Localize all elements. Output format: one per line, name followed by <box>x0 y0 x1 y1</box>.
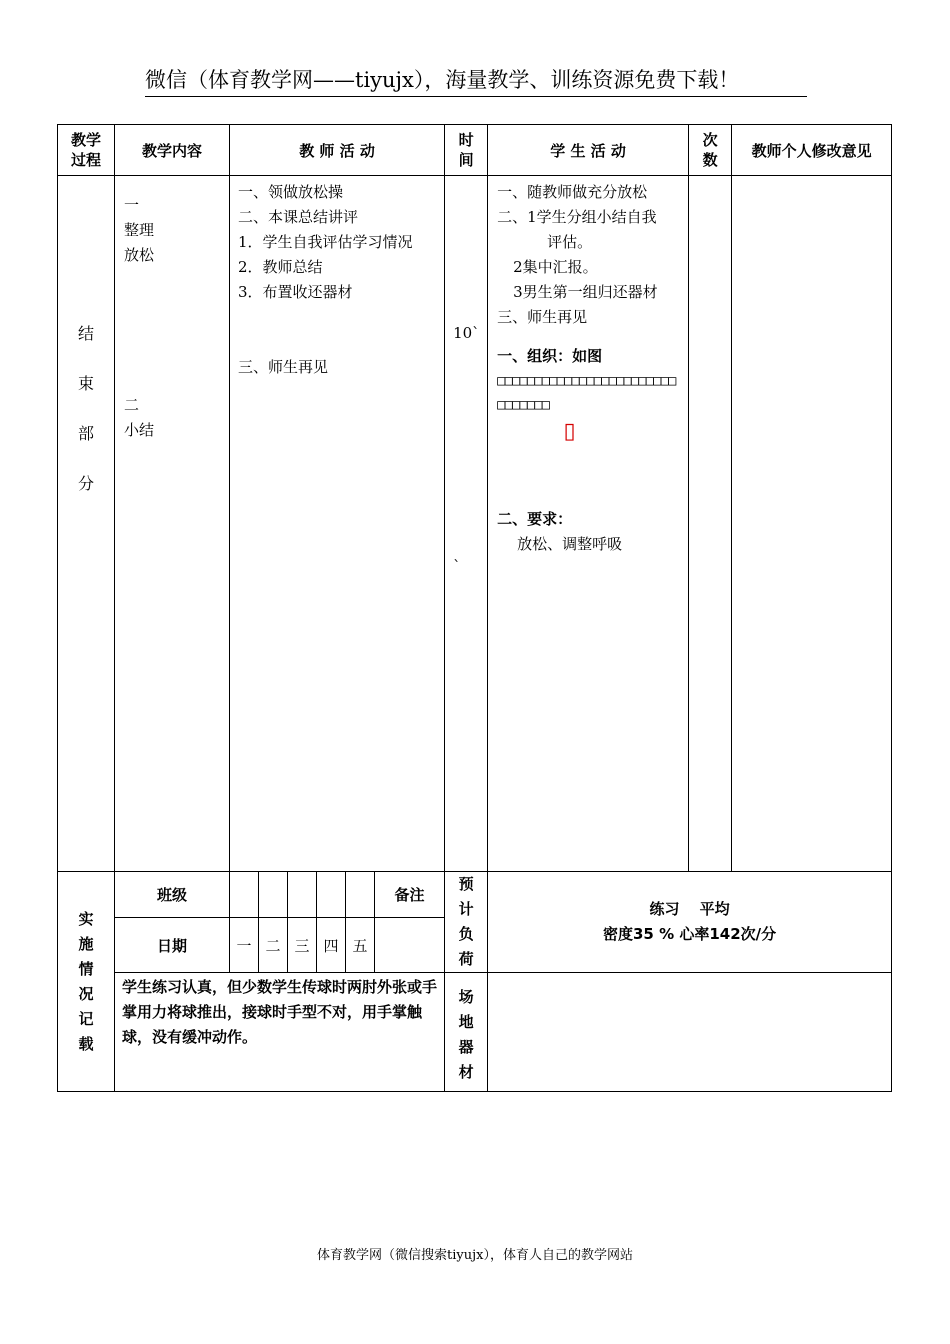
forecast-label: 预 计 负 荷 <box>445 872 488 973</box>
col-teacher-header: 教 师 活 动 <box>230 125 445 176</box>
class-cell-2 <box>259 872 288 918</box>
requirements-title: 二、要求： <box>497 510 573 528</box>
venue-label: 场 地 器 材 <box>445 973 488 1092</box>
lesson-plan-table <box>57 124 892 1092</box>
page-footer: 体育教学网（微信搜索tiyujx），体育人自己的教学网站 <box>317 1248 633 1263</box>
col-content-header: 教学内容 <box>115 125 230 176</box>
venue-cell <box>488 973 892 1092</box>
day-3: 三 <box>288 918 317 973</box>
col-process-header: 教学 过程 <box>58 125 115 176</box>
section-label: 结 束 部 分 <box>58 176 115 872</box>
record-row <box>58 973 892 1092</box>
class-cell-5 <box>346 872 375 918</box>
organization-title: 一、组织：如图 <box>497 347 603 365</box>
class-row <box>58 872 892 918</box>
class-cell-4 <box>317 872 346 918</box>
student-activity-cell: 一、随教师做充分放松 二、1学生分组小结自我 评估。 2集中汇报。 3男生第一组归还器材 三、师生再见 一、组织：如图 □□□□□□□□□□□□□□□□□□□□□□□□□□□□□□□ ▯ 二、要求： 放松、调整呼吸 <box>488 176 689 872</box>
remark-cell <box>375 918 445 973</box>
day-1: 一 <box>230 918 259 973</box>
header-row <box>58 125 892 176</box>
count-cell <box>689 176 732 872</box>
organization-diagram-placeholder: □□□□□□□□□□□□□□□□□□□□□□□□□□□□□□□ <box>497 373 676 413</box>
day-4: 四 <box>317 918 346 973</box>
col-count-header: 次 数 <box>689 125 732 176</box>
content-cell: 一 整理 放松 二 小结 <box>115 176 230 872</box>
col-student-header: 学 生 活 动 <box>488 125 689 176</box>
date-label: 日期 <box>115 918 230 973</box>
notes-cell <box>732 176 892 872</box>
missing-image-icon: ▯ <box>563 419 576 444</box>
remark-label: 备注 <box>375 872 445 918</box>
col-time-header: 时 间 <box>445 125 488 176</box>
time-cell: 10` ` <box>445 176 488 872</box>
class-cell-3 <box>288 872 317 918</box>
class-label: 班级 <box>115 872 230 918</box>
requirements-text: 放松、调整呼吸 <box>517 535 623 553</box>
day-5: 五 <box>346 918 375 973</box>
teacher-activity-cell: 一、领做放松操 二、本课总结讲评 1．学生自我评估学习情况 2．教师总结 3．布置收还器材 三、师生再见 <box>230 176 445 872</box>
forecast-values: 练习 平均 密度35 % 心率142次/分 <box>488 872 892 973</box>
ending-section-row <box>58 176 892 872</box>
day-2: 二 <box>259 918 288 973</box>
col-notes-header: 教师个人修改意见 <box>732 125 892 176</box>
record-text: 学生练习认真，但少数学生传球时两肘外张或手掌用力将球推出，接球时手型不对，用手掌触球，没有缓冲动作。 <box>115 973 445 1092</box>
implementation-label: 实 施 情 况 记 载 <box>58 872 115 1092</box>
page-header: 微信（体育教学网——tiyujx），海量教学、训练资源免费下载！ <box>145 66 807 97</box>
class-cell-1 <box>230 872 259 918</box>
